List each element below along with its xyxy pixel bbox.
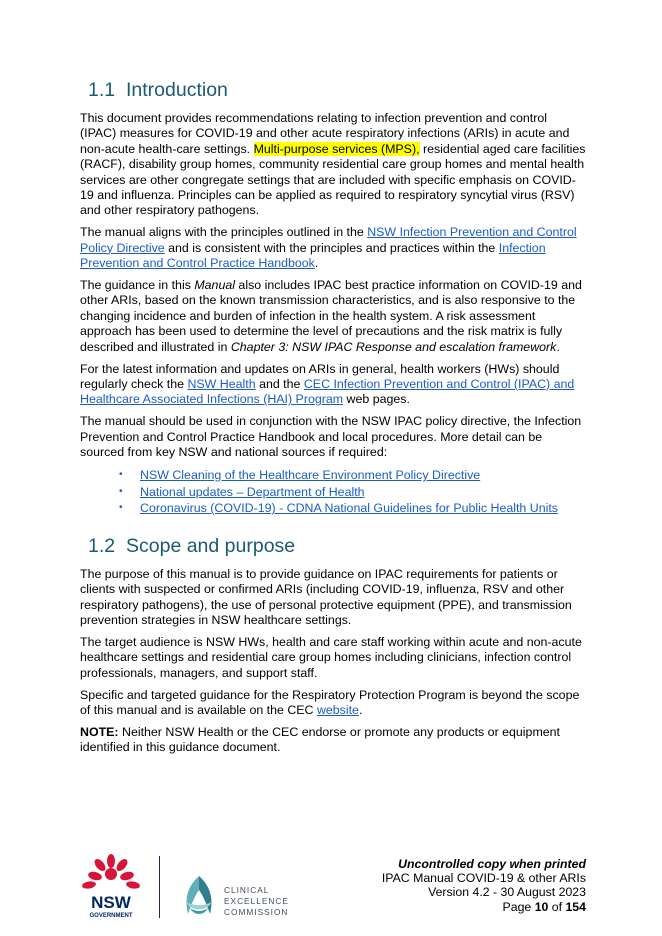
cec-ipac-program-link[interactable]: CEC Infection Prevention and Control (IPAC) and Healthcare Associated Infections (HAI) Program xyxy=(80,377,575,407)
nsw-logo-text: NSW xyxy=(91,893,131,912)
text: . xyxy=(358,703,363,718)
text: Specific and targeted guidance for the Respiratory Protection Program is beyond the scope of this manual and is available on the CEC xyxy=(80,687,580,718)
scope-paragraph-2: The target audience is NSW HWs, health and care staff working within acute and non-acute healthcare settings and residential care group homes including clinicians, infection control professionals, managers, and support staff. xyxy=(80,634,582,680)
bullet-icon: • xyxy=(119,485,123,497)
intro-paragraph-3 xyxy=(80,278,586,355)
list-item xyxy=(119,500,586,517)
text: For the latest information and updates on ARIs in general, health workers (HWs) should regularly check the xyxy=(80,361,560,391)
italic-text: Manual xyxy=(194,278,235,293)
waratah-flower-icon xyxy=(81,854,140,890)
text: This document provides recommendations relating to infection prevention and control (IPAC) measures for COVID-19 and other acute respiratory infections (ARIs) in acute and non-acute health-care settings. xyxy=(80,111,570,156)
note-label: NOTE: xyxy=(80,724,119,739)
text: Neither NSW Health or the CEC endorse or promote any products or equipment identified in this guidance document. xyxy=(80,724,560,755)
text: residential aged care facilities (RACF), disability group homes, community residential care group homes and mental health services are other congregate settings that are included with specific emphasis on COVID-19 and influenza. Principles can be applied as required to respiratory syncytial virus (RSV) and other respiratory pathogens. xyxy=(80,141,586,218)
cec-logo-line: COMMISSION xyxy=(224,907,289,917)
page-footer xyxy=(80,852,586,922)
text: web pages. xyxy=(343,392,410,407)
intro-paragraph-5: The manual should be used in conjunction with the NSW IPAC policy directive, the Infection Prevention and Control Practice Handbook and local procedures. More detail can be sourced from key NSW and national sources if required: xyxy=(80,414,582,460)
total-pages: 154 xyxy=(565,899,586,914)
chapter-reference: Chapter 3: NSW IPAC Response and escalation framework xyxy=(230,339,557,354)
footer-info xyxy=(382,857,586,914)
section-title: Scope and purpose xyxy=(126,534,296,557)
section-heading-introduction xyxy=(80,78,586,102)
practice-handbook-link[interactable]: Infection Prevention and Control Practice Handbook xyxy=(80,240,546,271)
manual-title: IPAC Manual COVID-19 & other ARIs xyxy=(381,871,586,886)
cec-website-link[interactable]: website xyxy=(316,703,359,718)
nsw-health-link[interactable]: NSW Health xyxy=(187,377,256,391)
intro-paragraph-4 xyxy=(80,362,586,408)
nsw-logo-subtext: GOVERNMENT xyxy=(89,913,133,919)
bullet-icon: • xyxy=(119,502,123,514)
highlighted-text: Multi-purpose services (MPS), xyxy=(253,141,420,156)
bullet-icon: • xyxy=(119,469,123,481)
cec-logo-line: CLINICAL xyxy=(224,885,270,895)
section-number: 1.2 xyxy=(88,534,116,557)
intro-paragraph-1 xyxy=(80,111,586,219)
scope-paragraph-1: The purpose of this manual is to provide guidance on IPAC requirements for patients or clients with suspected or confirmed ARIs (including COVID-19, influenza, RSV and other respiratory pathogens), the use of personal protective equipment (PPE), and transmission prevention strategies in NSW healthcare settings. xyxy=(80,566,572,628)
text: Page xyxy=(502,899,535,914)
cec-logo-line: EXCELLENCE xyxy=(224,896,289,906)
policy-directive-link[interactable]: NSW Infection Prevention and Control Policy Directive xyxy=(80,225,577,255)
text: of xyxy=(548,899,566,914)
list-item xyxy=(119,484,586,501)
current-page: 10 xyxy=(534,899,549,914)
section-heading-scope xyxy=(80,534,586,558)
uncontrolled-copy-notice: Uncontrolled copy when printed xyxy=(398,857,586,871)
resource-link-list xyxy=(80,467,586,517)
cleaning-policy-link[interactable]: NSW Cleaning of the Healthcare Environment Policy Directive xyxy=(140,468,481,483)
nsw-government-logo xyxy=(80,852,142,920)
page-number xyxy=(382,900,586,914)
scope-paragraph-3 xyxy=(80,688,586,719)
logo-divider xyxy=(159,856,160,918)
text: . xyxy=(314,256,319,271)
section-title: Introduction xyxy=(126,79,228,101)
document-page xyxy=(80,78,586,762)
national-updates-link[interactable]: National updates – Department of Health xyxy=(140,484,365,499)
text: also includes IPAC best practice information on COVID-19 and other ARIs, based on the known transmission characteristics, and is also responsive to the changing incidence and burden of infection in the health system. A risk assessment approach has been used to determine the level of precautions and the risk matrix is fully described and illustrated in xyxy=(80,278,582,354)
version-date: Version 4.2 - 30 August 2023 xyxy=(428,885,586,900)
intro-paragraph-2 xyxy=(80,225,586,271)
text: The guidance in this xyxy=(80,278,195,293)
text: and the xyxy=(255,377,304,391)
text: The manual aligns with the principles outlined in the xyxy=(80,225,368,240)
section-number: 1.1 xyxy=(88,79,116,101)
cec-logo-text xyxy=(224,885,289,918)
text: . xyxy=(556,339,560,354)
text: and is consistent with the principles and practices within the xyxy=(164,240,499,255)
note-paragraph xyxy=(80,725,586,756)
list-item xyxy=(119,467,586,484)
cec-logo-icon xyxy=(178,872,220,918)
cdna-guidelines-link[interactable]: Coronavirus (COVID-19) - CDNA National Guidelines for Public Health Units xyxy=(140,501,558,516)
